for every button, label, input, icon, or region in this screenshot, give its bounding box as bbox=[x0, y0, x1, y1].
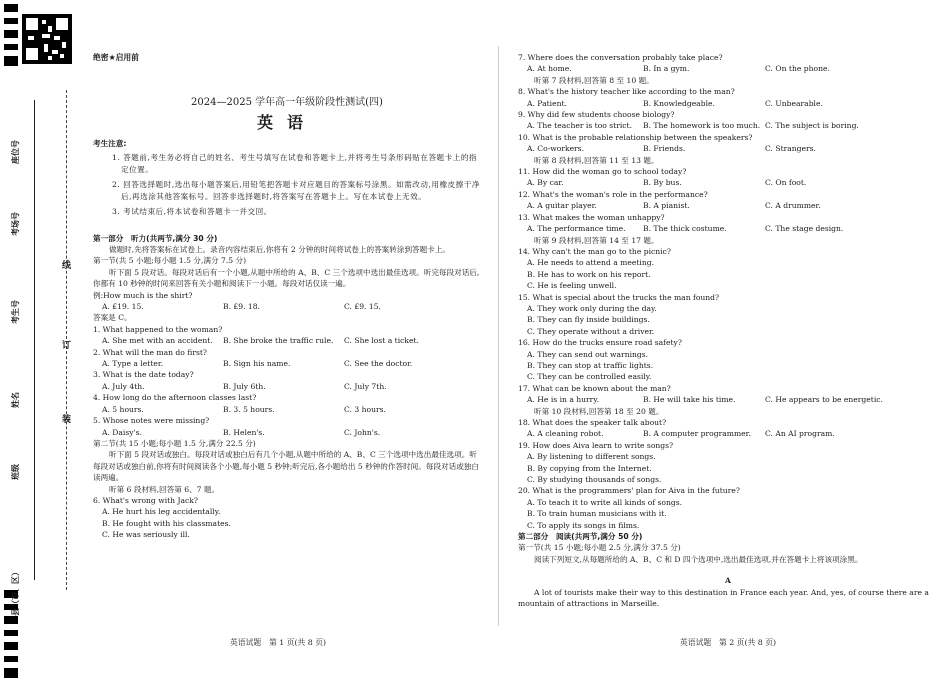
option[interactable]: B. By copying from the Internet. bbox=[527, 463, 652, 473]
part2-intro: 阅读下列短文,从每题所给的 A、B、C 和 D 四个选项中,选出最佳选项,并在答题卡上将该项涂黑。 bbox=[534, 554, 863, 564]
option[interactable]: C. By studying thousands of songs. bbox=[527, 475, 662, 485]
option[interactable]: B. A pianist. bbox=[643, 201, 690, 211]
option[interactable]: B. She broke the traffic rule. bbox=[223, 336, 334, 346]
question-18: 18. What does the speaker talk about? bbox=[518, 418, 667, 427]
part1-intro: 做题时,先将答案标在试卷上。录音内容结束后,你将有 2 分钟的时间将试卷上的答案转涂到答题卡上。 bbox=[109, 245, 451, 254]
option[interactable]: A. By listening to different songs. bbox=[527, 452, 656, 462]
question-5-options bbox=[93, 427, 481, 438]
question-10: 10. What is the probable relationship between the speakers? bbox=[518, 132, 753, 142]
question-17-options bbox=[518, 394, 938, 405]
option[interactable]: C. An AI program. bbox=[765, 429, 835, 439]
qr-code bbox=[22, 14, 72, 64]
option[interactable]: B. Sign his name. bbox=[223, 359, 291, 369]
option[interactable]: A. To teach it to write all kinds of songs. bbox=[527, 497, 683, 507]
confidential-mark: 绝密★启用前 bbox=[93, 53, 139, 62]
question-17: 17. What can be known about the man? bbox=[518, 383, 671, 393]
question-14: 14. Why can't the man go to the picnic? bbox=[518, 246, 671, 256]
option[interactable]: B. They can stop at traffic lights. bbox=[527, 360, 654, 370]
question-16: 16. How do the trucks ensure road safety? bbox=[518, 338, 682, 348]
option[interactable]: A. They can send out warnings. bbox=[527, 349, 649, 359]
option[interactable]: B. Friends. bbox=[643, 144, 686, 154]
name-field[interactable]: 姓名 bbox=[11, 392, 20, 408]
section1-intro: 听下面 5 段对话。每段对话后有一个小题,从题中所给的 A、B、C 三个选项中选出最佳选项。听完每段对话后,你都有 10 秒钟的时间来回答有关小题和阅读下一小题。每段对话仅读一遍。 bbox=[93, 267, 480, 289]
option[interactable]: C. John's. bbox=[344, 427, 381, 437]
option[interactable]: B. £9. 18. bbox=[223, 302, 260, 312]
option[interactable]: B. 3. 5 hours. bbox=[223, 404, 275, 414]
question-13: 13. What makes the woman unhappy? bbox=[518, 212, 665, 222]
candidate-number-field[interactable]: 考生号 bbox=[11, 300, 20, 324]
option[interactable]: B. They can fly inside buildings. bbox=[527, 315, 650, 325]
option[interactable]: C. She lost a ticket. bbox=[344, 336, 419, 346]
option[interactable]: C. 3 hours. bbox=[344, 404, 386, 414]
option[interactable]: C. To apply its songs in films. bbox=[527, 520, 640, 530]
page-divider bbox=[498, 46, 499, 626]
option[interactable]: C. July 7th. bbox=[344, 381, 387, 391]
left-column bbox=[93, 52, 481, 541]
material-note: 听第 6 段材料,回答第 6、7 题。 bbox=[109, 484, 220, 494]
right-column bbox=[518, 52, 938, 610]
option[interactable]: B. Knowledgeable. bbox=[643, 98, 715, 108]
exam-title: 2024—2025 学年高一年级阶段性测试(四) bbox=[191, 97, 383, 109]
question-6: 6. What's wrong with Jack? bbox=[93, 495, 198, 505]
option[interactable]: B. Helen's. bbox=[223, 427, 265, 437]
question-4-options bbox=[93, 404, 481, 415]
question-2-options bbox=[93, 358, 481, 369]
question-15: 15. What is special about the trucks the man found? bbox=[518, 292, 720, 302]
option[interactable]: C. On the phone. bbox=[765, 64, 830, 74]
question-12-options bbox=[518, 200, 938, 211]
material-note: 听第 8 段材料,回答第 11 至 13 题。 bbox=[534, 155, 659, 165]
question-13-options bbox=[518, 223, 938, 234]
option[interactable]: C. He is feeling unwell. bbox=[527, 281, 617, 291]
option[interactable]: A. Patient. bbox=[527, 98, 567, 108]
question-11: 11. How did the woman go to school today? bbox=[518, 167, 687, 177]
question-11-options bbox=[518, 177, 938, 188]
option[interactable]: C. They can be controlled easily. bbox=[527, 372, 652, 382]
question-7-options bbox=[518, 63, 938, 74]
example-options bbox=[93, 301, 481, 312]
option[interactable]: C. A drummer. bbox=[765, 201, 821, 211]
option[interactable]: A. A cleaning robot. bbox=[527, 429, 604, 439]
cut-mark-pack: 装 bbox=[62, 415, 72, 425]
option[interactable]: C. Strangers. bbox=[765, 144, 816, 154]
option[interactable]: B. The thick costume. bbox=[643, 224, 727, 234]
section2-heading: 第二节(共 15 小题;每小题 1.5 分,满分 22.5 分) bbox=[93, 438, 256, 448]
option[interactable]: B. By bus. bbox=[643, 178, 682, 188]
cut-mark-bind: 订 bbox=[62, 341, 72, 351]
option[interactable]: A. He hurt his leg accidentally. bbox=[102, 507, 221, 517]
county-field[interactable]: 县（市、区） bbox=[11, 568, 20, 616]
question-9-options bbox=[518, 120, 938, 131]
question-7: 7. Where does the conversation probably take place? bbox=[518, 53, 723, 62]
option[interactable]: A. 5 hours. bbox=[102, 404, 144, 414]
option[interactable]: C. On foot. bbox=[765, 178, 807, 188]
seat-number-field[interactable]: 座位号 bbox=[11, 140, 20, 164]
cut-mark-line: 线 bbox=[62, 261, 72, 271]
option[interactable]: B. He will take his time. bbox=[643, 395, 736, 405]
option[interactable]: C. They operate without a driver. bbox=[527, 326, 655, 336]
page-footer-left: 英语试题 第 1 页(共 8 页) bbox=[230, 638, 327, 647]
page-footer-right: 英语试题 第 2 页(共 8 页) bbox=[680, 638, 777, 647]
material-note: 听第 7 段材料,回答第 8 至 10 题。 bbox=[534, 75, 654, 85]
question-9: 9. Why did few students choose biology? bbox=[518, 110, 675, 120]
question-12: 12. What's the woman's role in the performance? bbox=[518, 189, 708, 199]
option[interactable]: A. By car. bbox=[527, 178, 564, 188]
option[interactable]: B. The homework is too much. bbox=[643, 121, 761, 131]
subject-title: 英语 bbox=[256, 112, 317, 132]
strip-line bbox=[34, 100, 35, 580]
notice-heading: 考生注意: bbox=[93, 139, 127, 149]
option[interactable]: B. To train human musicians with it. bbox=[527, 509, 667, 519]
notice-item: 2. 回答选择题时,选出每小题答案后,用铅笔把答题卡对应题目的答案标号涂黑。如需改动,用橡皮擦干净后,再选涂其他答案标号。回答非选择题时,将答案写在答题卡上。写在本试卷上无效。 bbox=[112, 179, 480, 202]
class-field[interactable]: 班级 bbox=[11, 464, 20, 480]
notice-item: 3. 考试结束后,将本试卷和答题卡一并交回。 bbox=[112, 207, 272, 216]
option[interactable]: C. The stage design. bbox=[765, 224, 844, 234]
option[interactable]: A. Co-workers. bbox=[527, 144, 584, 154]
notice-item: 1. 答题前,考生务必将自己的姓名、考生号填写在试卷和答题卡上,并将考生号条形码贴在答题卡上的指定位置。 bbox=[112, 152, 478, 175]
option[interactable]: A. He is in a hurry. bbox=[527, 395, 599, 405]
question-10-options bbox=[518, 143, 938, 154]
option[interactable]: A. £19. 15. bbox=[102, 302, 144, 312]
question-3-options bbox=[93, 381, 481, 392]
question-1: 1. What happened to the woman? bbox=[93, 324, 223, 334]
option[interactable]: B. A computer programmer. bbox=[643, 429, 751, 439]
option[interactable]: A. He needs to attend a meeting. bbox=[527, 258, 654, 268]
exam-room-field[interactable]: 考场号 bbox=[11, 212, 20, 236]
passage-label: A bbox=[725, 576, 731, 586]
question-8: 8. What's the history teacher like according to the man? bbox=[518, 87, 735, 97]
material-note: 听第 10 段材料,回答第 18 至 20 题。 bbox=[534, 406, 664, 416]
part1-heading: 第一部分 听力(共两节,满分 30 分) bbox=[93, 233, 218, 243]
material-note: 听第 9 段材料,回答第 14 至 17 题。 bbox=[534, 235, 659, 245]
option[interactable]: C. See the doctor. bbox=[344, 359, 413, 369]
passage-text: A lot of tourists make their way to this destination in France each year. And, yes, of course there are a mountain of attractions in Marseille. bbox=[518, 587, 929, 609]
option[interactable]: A. July 4th. bbox=[102, 381, 145, 391]
option[interactable]: A. The teacher is too strict. bbox=[527, 121, 633, 131]
option[interactable]: C. Unbearable. bbox=[765, 98, 823, 108]
option[interactable]: A. Daisy's. bbox=[102, 427, 142, 437]
option[interactable]: A. She met with an accident. bbox=[102, 336, 213, 346]
section2-intro: 听下面 5 段对话或独白。每段对话或独白后有几个小题,从题中所给的 A、B、C 三个选项中选出最佳选项。听每段对话或独白前,你将有时间阅读各个小题,每小题 5 秒钟;听完后,各小题给出 5 秒钟的作答时间。每段对话或独白读两遍。 bbox=[93, 450, 480, 483]
option[interactable]: B. He fought with his classmates. bbox=[102, 518, 231, 528]
option[interactable]: A. The performance time. bbox=[527, 224, 626, 234]
option[interactable]: B. In a gym. bbox=[643, 64, 690, 74]
option[interactable]: C. The subject is boring. bbox=[765, 121, 859, 131]
option[interactable]: A. Type a letter. bbox=[102, 359, 164, 369]
part2-section1-heading: 第一节(共 15 小题;每小题 2.5 分,满分 37.5 分) bbox=[518, 543, 681, 553]
option[interactable]: B. He has to work on his report. bbox=[527, 269, 651, 279]
question-1-options bbox=[93, 335, 481, 346]
question-4: 4. How long do the afternoon classes last? bbox=[93, 393, 257, 403]
example-question: 例:How much is the shirt? bbox=[93, 290, 193, 300]
question-3: 3. What is the date today? bbox=[93, 370, 194, 380]
option[interactable]: A. At home. bbox=[527, 64, 572, 74]
example-answer: 答案是 C。 bbox=[93, 313, 132, 323]
question-5: 5. Whose notes were missing? bbox=[93, 416, 210, 426]
question-18-options bbox=[518, 428, 938, 439]
option[interactable]: C. £9. 15. bbox=[344, 302, 381, 312]
binding-strip bbox=[0, 0, 88, 688]
option[interactable]: A. A guitar player. bbox=[527, 201, 597, 211]
option[interactable]: C. He was seriously ill. bbox=[102, 530, 190, 540]
question-8-options bbox=[518, 98, 938, 109]
section1-heading: 第一节(共 5 小题;每小题 1.5 分,满分 7.5 分) bbox=[93, 256, 247, 266]
option[interactable]: C. He appears to be energetic. bbox=[765, 395, 883, 405]
question-2: 2. What will the man do first? bbox=[93, 347, 207, 357]
question-20: 20. What is the programmers' plan for Aiva in the future? bbox=[518, 486, 740, 496]
option[interactable]: A. They work only during the day. bbox=[527, 303, 657, 313]
question-19: 19. How does Aiva learn to write songs? bbox=[518, 440, 674, 450]
part2-heading: 第二部分 阅读(共两节,满分 50 分) bbox=[518, 532, 643, 542]
option[interactable]: B. July 6th. bbox=[223, 381, 266, 391]
